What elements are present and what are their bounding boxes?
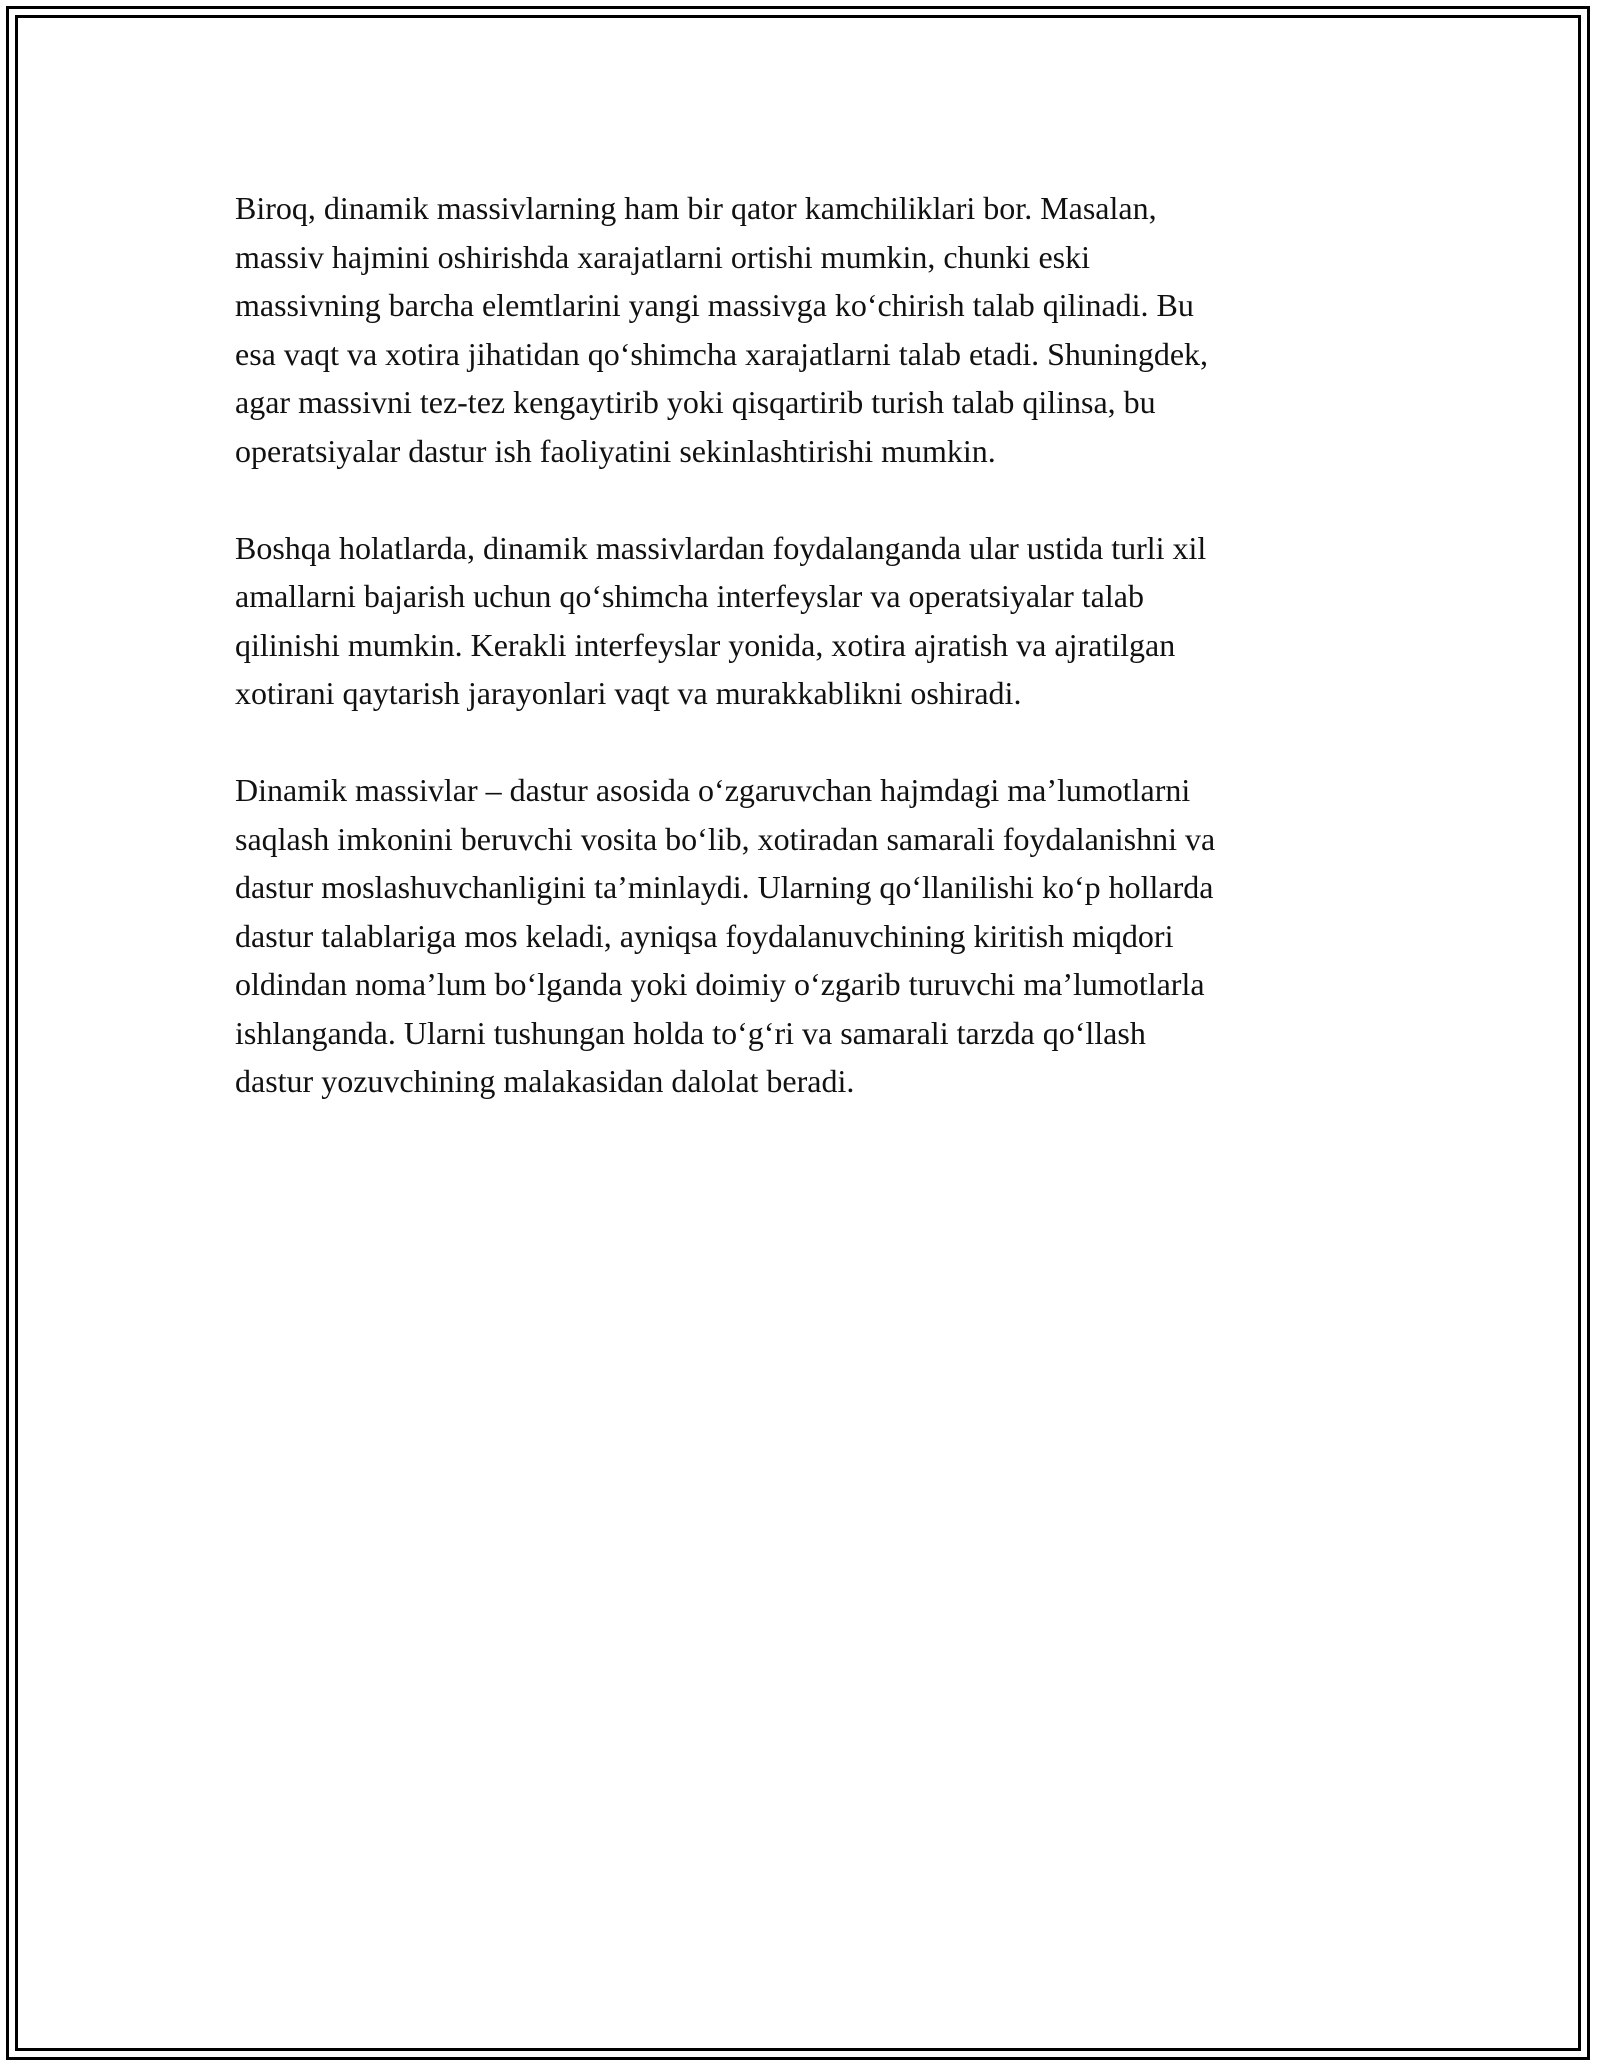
paragraph-line: massiv hajmini oshirishda xarajatlarni ortishi mumkin, chunki eski: [235, 238, 1090, 275]
paragraph-line: agar massivni tez-tez kengaytirib yoki qisqartirib turish talab qilinsa, bu: [235, 384, 1156, 420]
paragraph-line: Biroq, dinamik massivlarning ham bir qator kamchiliklari bor. Masalan,: [235, 190, 1157, 226]
paragraph-line: Dinamik massivlar – dastur asosida o‘zgaruvchan hajmdagi ma’lumotlarni: [235, 772, 1191, 808]
paragraph-2: [235, 524, 1365, 718]
paragraph-line: operatsiyalar dastur ish faoliyatini sekinlashtirishi mumkin.: [235, 432, 996, 469]
paragraph-line: dastur yozuvchining malakasidan dalolat beradi.: [235, 1063, 855, 1099]
paragraph-line: xotirani qaytarish jarayonlari vaqt va murakkablikni oshiradi.: [235, 675, 1022, 711]
paragraph-1: [235, 184, 1365, 475]
document-body: [235, 184, 1365, 1154]
paragraph-line: qilinishi mumkin. Kerakli interfeyslar yonida, xotira ajratish va ajratilgan: [235, 626, 1176, 663]
paragraph-line: Boshqa holatlarda, dinamik massivlardan foydalanganda ular ustida turli xil: [235, 529, 1207, 566]
paragraph-3: [235, 766, 1365, 1106]
paragraph-line: massivning barcha elemtlarini yangi massivga ko‘chirish talab qilinadi. Bu: [235, 287, 1194, 323]
paragraph-line: esa vaqt va xotira jihatidan qo‘shimcha xarajatlarni talab etadi. Shuningdek,: [235, 335, 1209, 372]
paragraph-line: dastur moslashuvchanligini ta’minlaydi. Ularning qo‘llanilishi ko‘p hollarda: [235, 869, 1214, 905]
paragraph-line: oldindan noma’lum bo‘lganda yoki doimiy o‘zgarib turuvchi ma’lumotlarla: [235, 966, 1205, 1002]
paragraph-line: ishlanganda. Ularni tushungan holda to‘g‘ri va samarali tarzda qo‘llash: [235, 1014, 1146, 1051]
paragraph-line: amallarni bajarish uchun qo‘shimcha interfeyslar va operatsiyalar talab: [235, 578, 1144, 614]
paragraph-line: saqlash imkonini beruvchi vosita bo‘lib, xotiradan samarali foydalanishni va: [235, 820, 1216, 857]
paragraph-line: dastur talablariga mos keladi, ayniqsa foydalanuvchining kiritish miqdori: [235, 917, 1174, 954]
